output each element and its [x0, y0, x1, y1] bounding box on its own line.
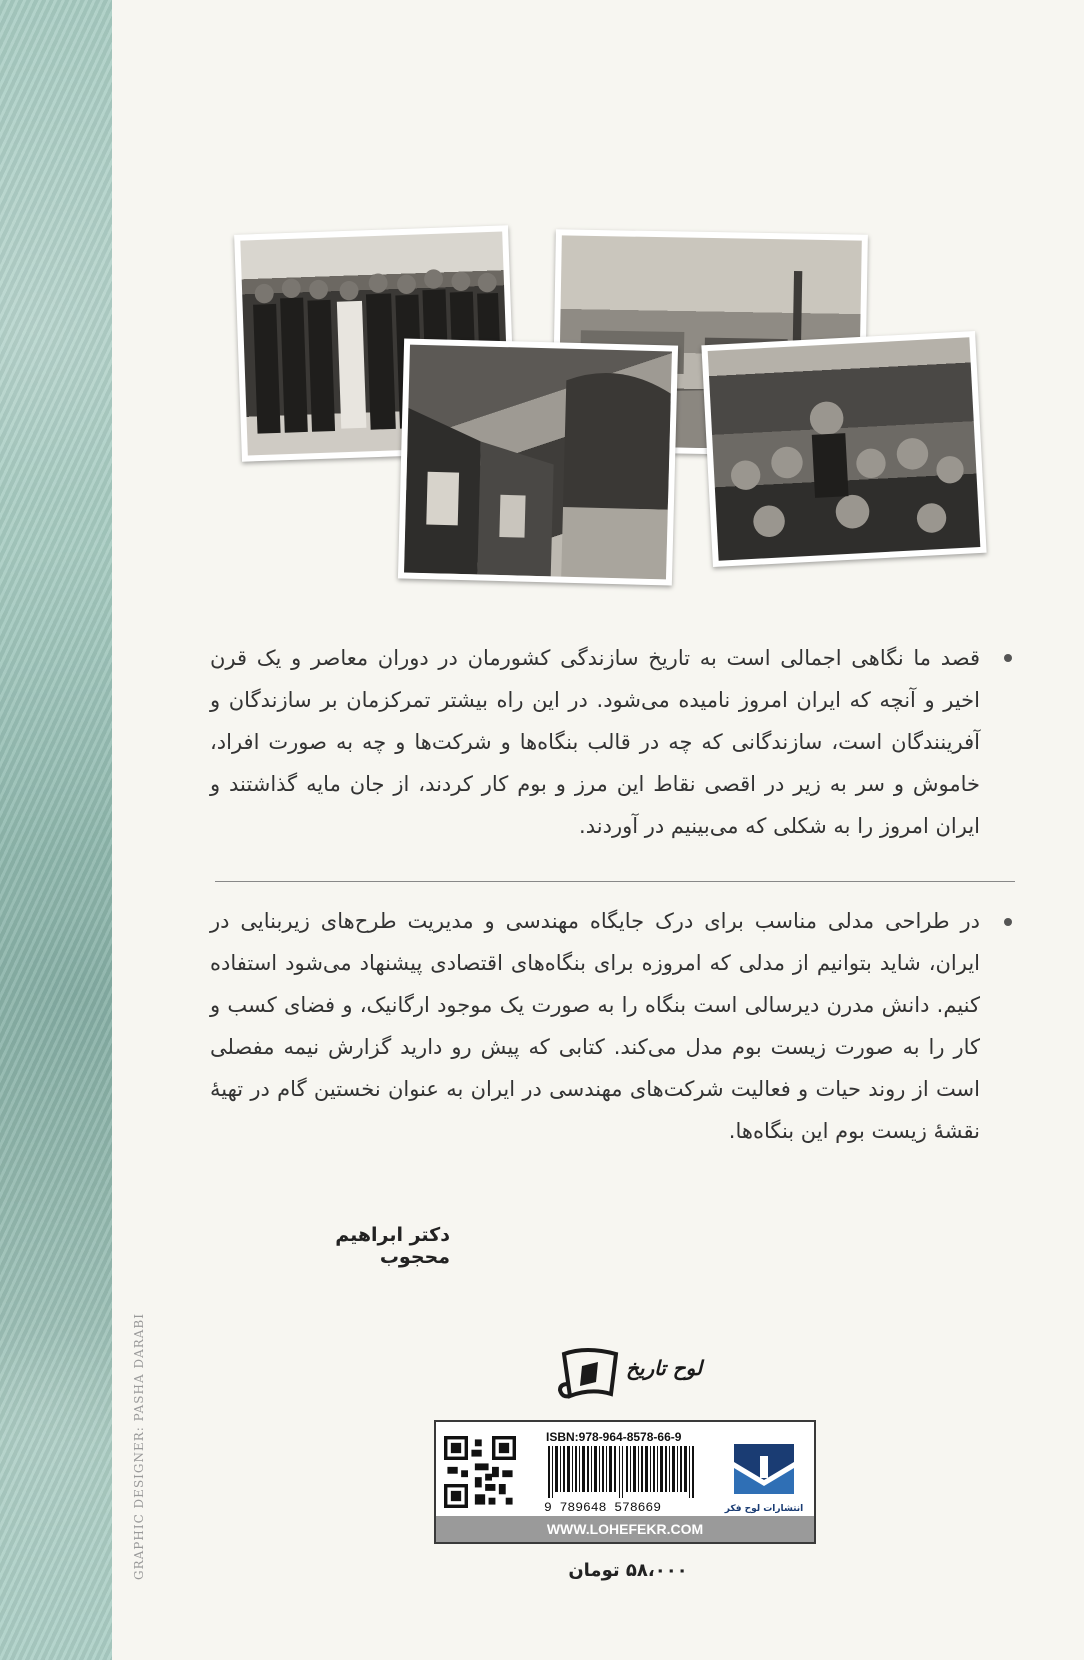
qr-code-icon	[444, 1436, 516, 1508]
barcode-icon	[546, 1446, 696, 1498]
author-name: دکتر ابراهیم محجوب	[335, 1224, 450, 1268]
bullet-dot	[1004, 918, 1012, 926]
series-logo-text: لوح تاریخ	[626, 1356, 703, 1380]
scroll-icon	[556, 1344, 626, 1406]
graphic-designer-credit: GRAPHIC DESIGNER: PASHA DARABI	[132, 1313, 146, 1580]
isbn-number: ISBN:978-964-8578-66-9	[546, 1430, 682, 1444]
section-divider	[215, 881, 1015, 882]
description-paragraph-2: در طراحی مدلی مناسب برای درک جایگاه مهندسی و مدیریت طرح‌های زیربنایی در ایران، شاید بتوانیم از مدلی که امروزه برای بنگاه‌های اقتصادی پیشنهاد می‌شود استفاده کنیم. دانش مدرن دیرسالی است بنگاه را به صورت یک موجود ارگانیک، و فضای کسب و کار را به صورت زیست بوم مدل می‌کند. کتابی که پیش رو دارید گزارش نیمه مفصلی است از روند حیات و فعالیت شرکت‌های مهندسی در ایران به عنوان نخستین گام در تهیهٔ نقشهٔ زیست بوم این بنگاه‌ها.	[210, 909, 980, 1143]
publisher-name: انتشارات لوح فکر	[724, 1504, 804, 1514]
book-spine-texture	[0, 0, 112, 1660]
description-paragraph-1: قصد ما نگاهی اجمالی است به تاریخ سازندگی کشورمان در دوران معاصر و یک قرن اخیر و آنچه که ایران امروز نامیده می‌شود. در این راه بیشتر تمرکزمان بر سازندگان و آفرینندگان است، سازندگانی که چه در قالب بنگاه‌ها و شرکت‌ها و چه به صورت افراد، خاموش و سر به زیر در اقصی نقاط این مرز و بوم کار کردند، از جان مایه گذاشتند و ایران امروز را به شکلی که می‌بینیم در آوردند.	[210, 646, 980, 838]
bullet-dot	[1004, 654, 1012, 662]
crowd-celebration-photo	[701, 331, 986, 567]
series-logo	[556, 1344, 706, 1406]
isbn-barcode-box	[434, 1420, 816, 1544]
publisher-logo-icon	[726, 1436, 802, 1512]
book-price: ۵۸،۰۰۰ تومان	[568, 1560, 688, 1581]
publisher-website: WWW.LOHEFEKR.COM	[436, 1516, 814, 1542]
village-street-photo	[398, 338, 678, 585]
barcode-digits: 9 789648 578669	[544, 1500, 662, 1515]
